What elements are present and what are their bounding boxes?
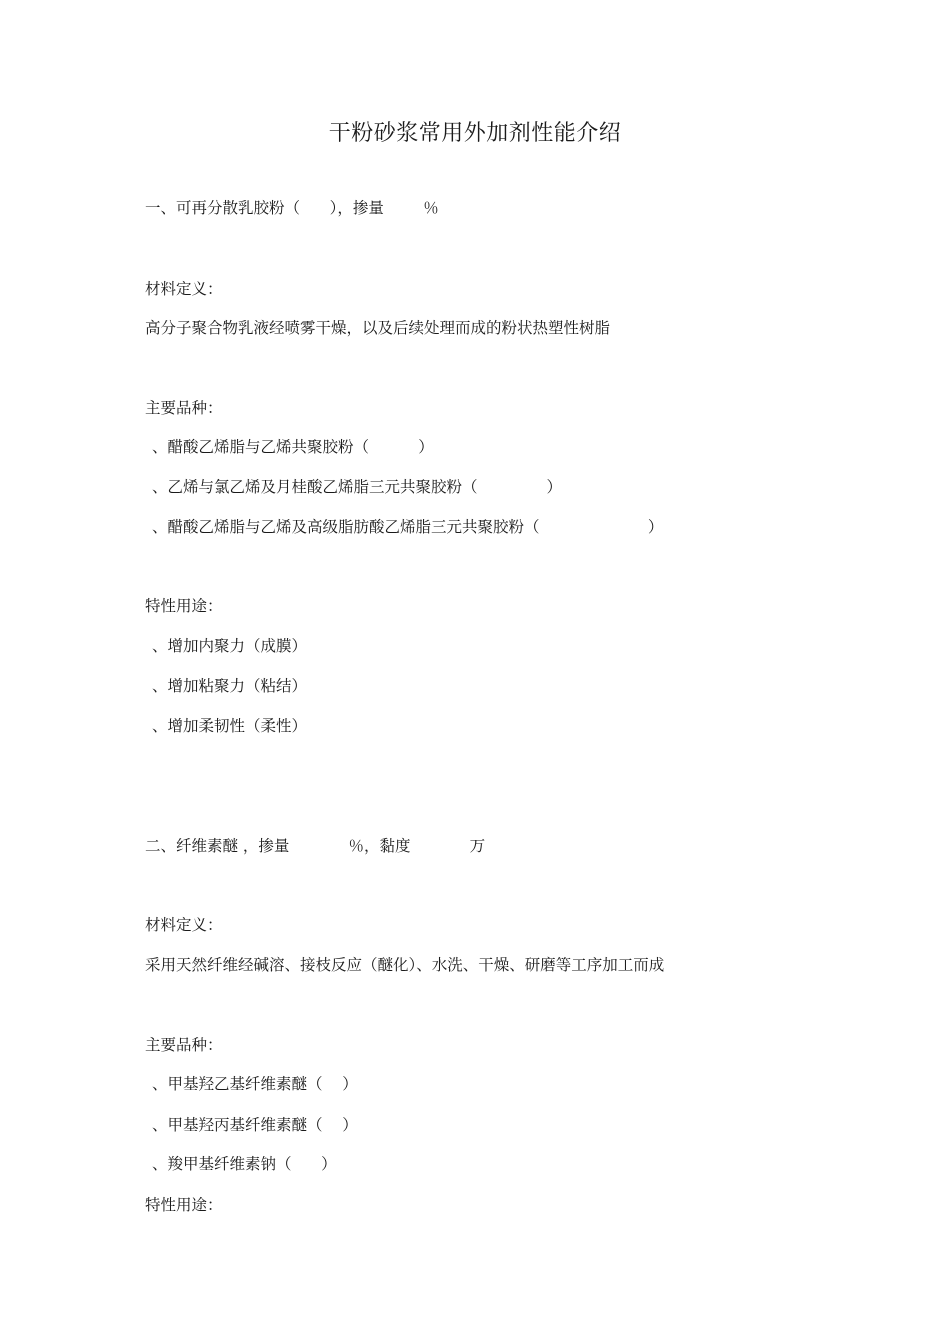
section-1-variety-item: 、乙烯与氯乙烯及月桂酸乙烯脂三元共聚胶粉（ ）	[152, 478, 562, 496]
section-2-definition-label: 材料定义：	[145, 916, 223, 934]
section-1-definition-label: 材料定义：	[145, 280, 223, 298]
section-1-use-item: 、增加柔韧性（柔性）	[152, 717, 308, 735]
document-title: 干粉砂浆常用外加剂性能介绍	[328, 121, 622, 146]
section-1-use-item: 、增加内聚力（成膜）	[152, 637, 308, 655]
section-2-variety-item: 、甲基羟丙基纤维素醚（ ）	[152, 1116, 358, 1134]
section-2-heading: 二、纤维素醚 ，掺量 ％，黏度 万	[145, 837, 486, 855]
section-1-variety-item: 、醋酸乙烯脂与乙烯及高级脂肪酸乙烯脂三元共聚胶粉（ ）	[152, 518, 664, 536]
section-1-use-item: 、增加粘聚力（粘结）	[152, 677, 308, 695]
section-2-varieties-label: 主要品种：	[145, 1036, 223, 1054]
section-1-variety-item: 、醋酸乙烯脂与乙烯共聚胶粉（ ）	[152, 438, 434, 456]
section-2-variety-item: 、羧甲基纤维素钠（ ）	[152, 1155, 337, 1173]
section-1-definition-text: 高分子聚合物乳液经喷雾干燥，以及后续处理而成的粉状热塑性树脂	[145, 319, 611, 337]
section-2-uses-label: 特性用途：	[145, 1196, 223, 1214]
section-1-varieties-label: 主要品种：	[145, 399, 223, 417]
section-1-heading: 一、可再分散乳胶粉（ ），掺量 ％	[145, 199, 439, 217]
section-2-variety-item: 、甲基羟乙基纤维素醚（ ）	[152, 1075, 358, 1093]
section-2-definition-text: 采用天然纤维经碱溶、接枝反应（醚化）、水洗、干燥、研磨等工序加工而成	[145, 956, 665, 974]
section-1-uses-label: 特性用途：	[145, 597, 223, 615]
